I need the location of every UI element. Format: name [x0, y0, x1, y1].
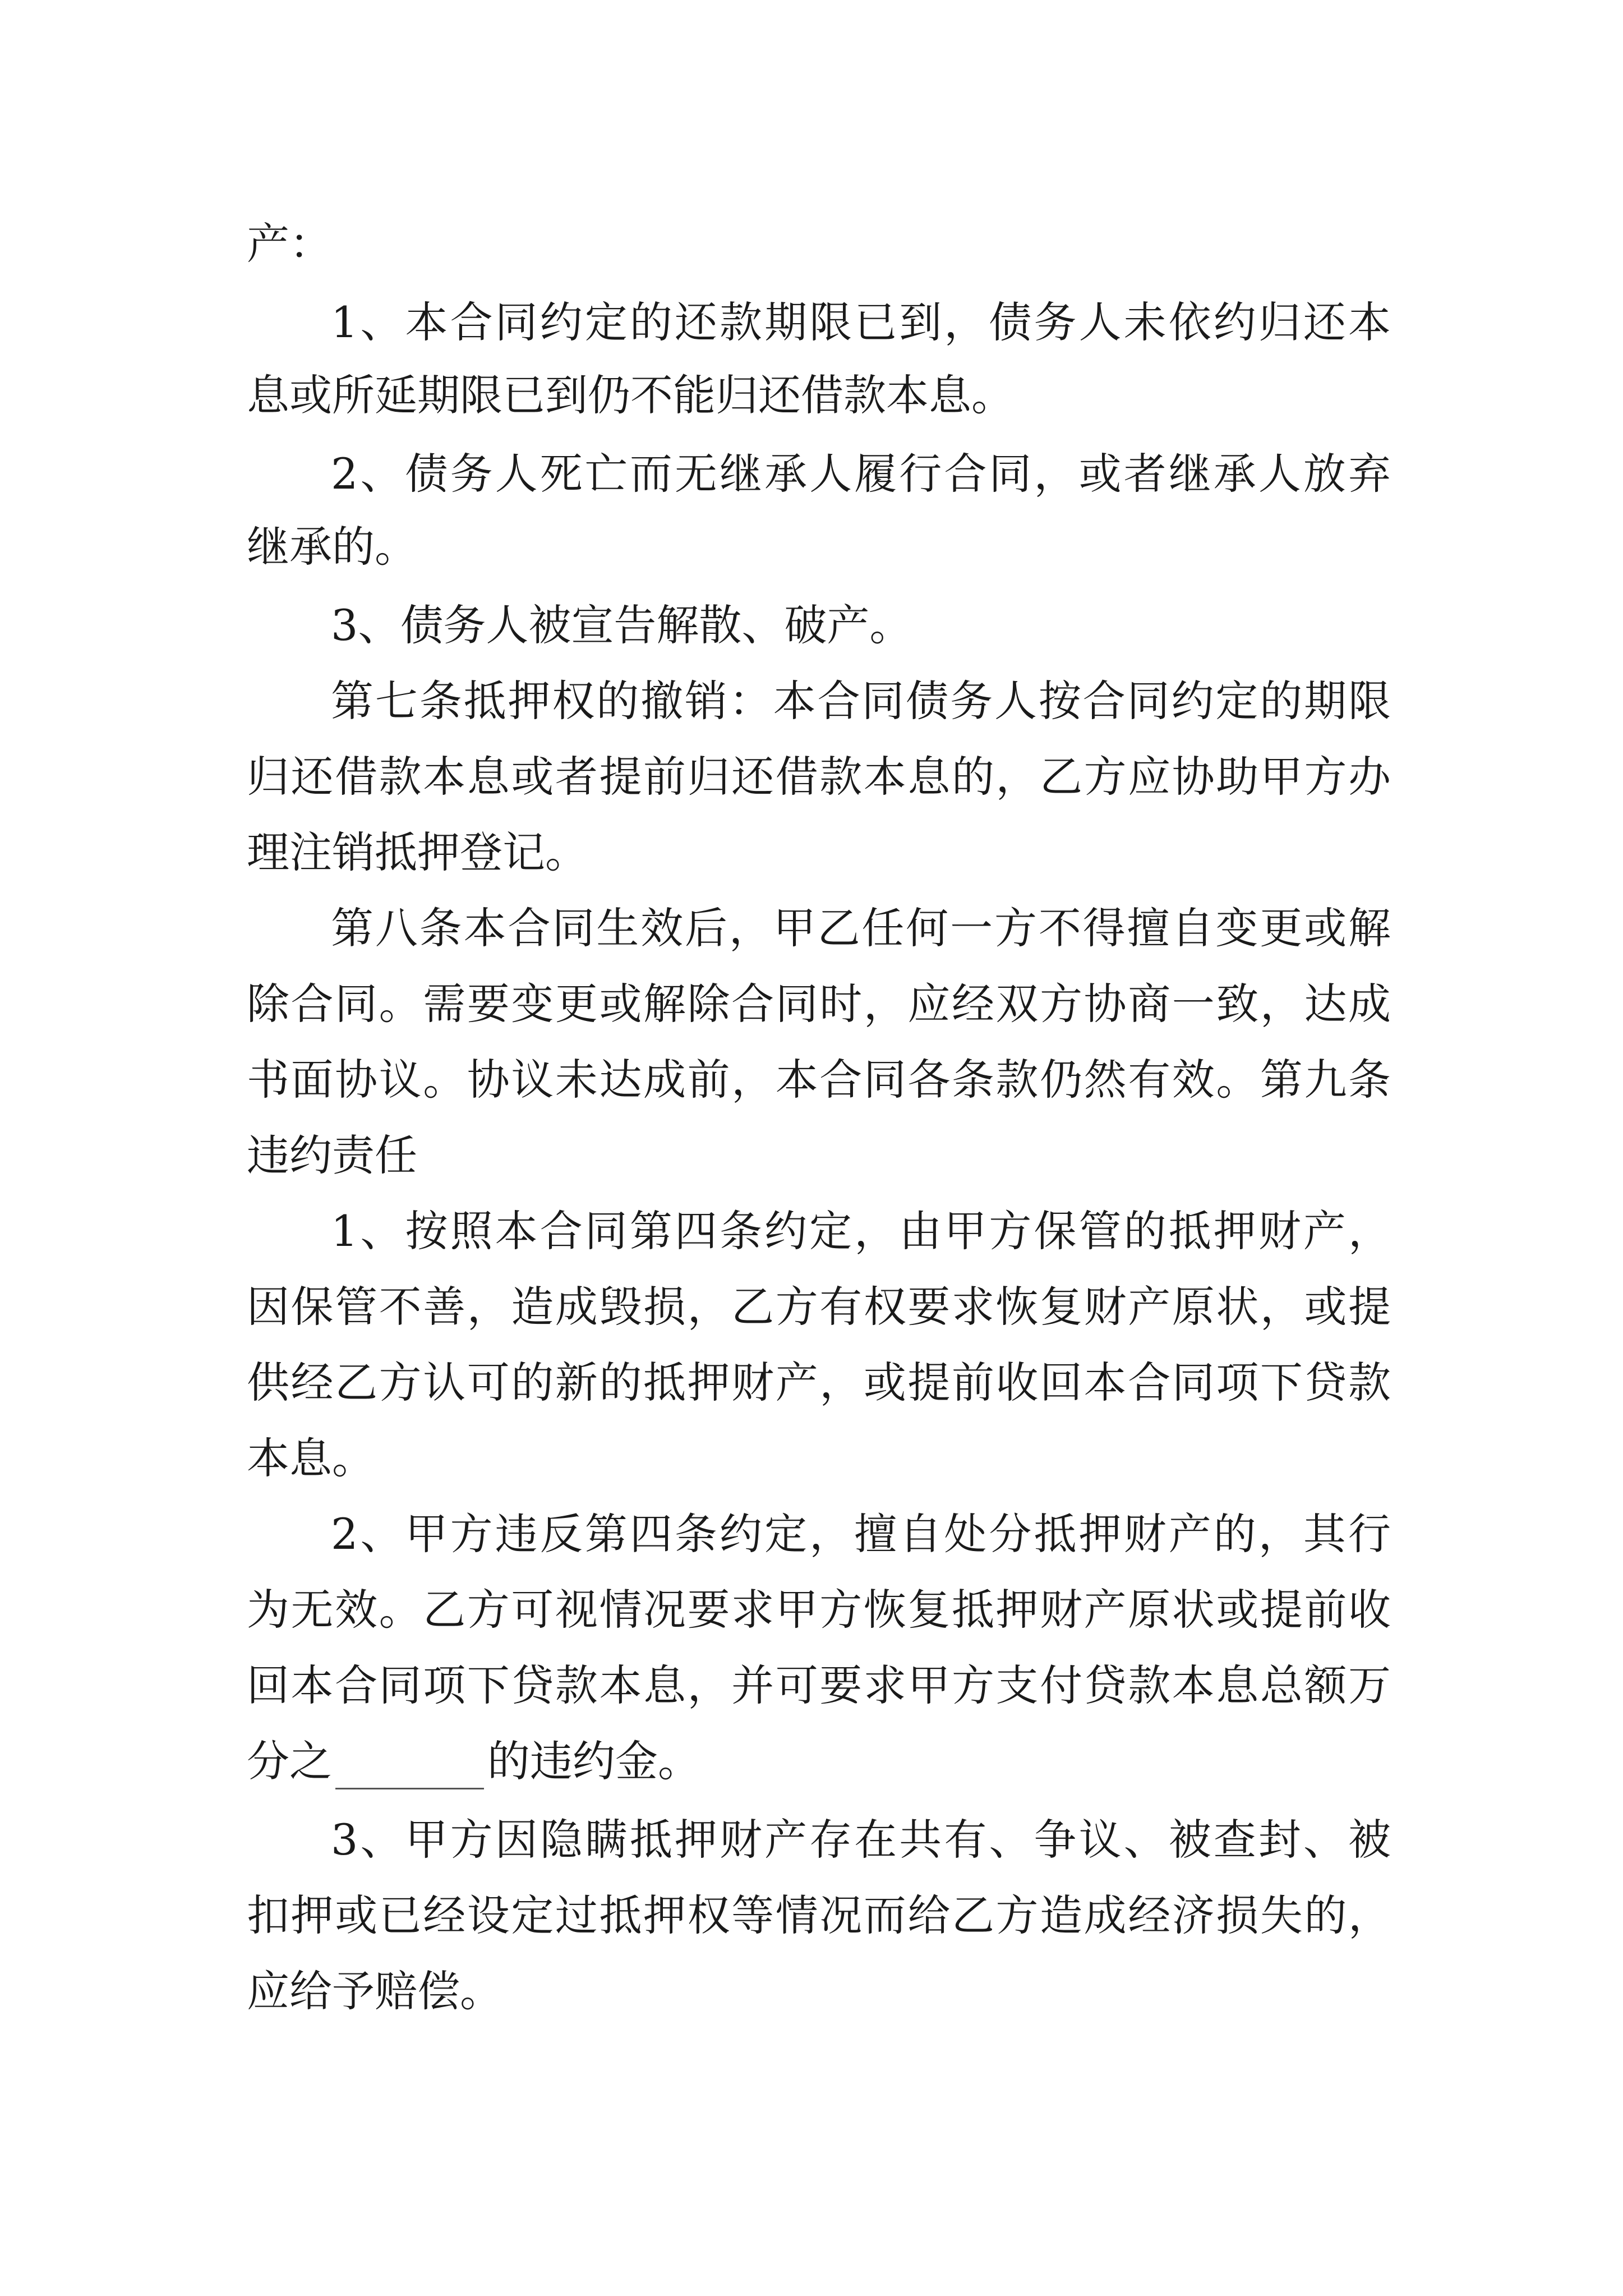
penalty-text-before: 分之	[247, 1736, 332, 1786]
text-line: 违约责任	[247, 1130, 417, 1180]
text-line: 3、债务人被宣告解散、破产。	[331, 600, 912, 650]
text-line: 本息。	[247, 1433, 375, 1483]
text-line: 理注销抵押登记。	[247, 827, 588, 877]
text-line: 2、债务人死亡而无继承人履行合同，或者继承人放弃	[331, 449, 1391, 499]
text-line: 供经乙方认可的新的抵押财产，或提前收回本合同项下贷款	[247, 1358, 1391, 1407]
text-line: 除合同。需要变更或解除合同时，应经双方协商一致，达成	[247, 979, 1391, 1029]
text-line: 回本合同项下贷款本息，并可要求甲方支付贷款本息总额万	[247, 1660, 1391, 1710]
text-line: 因保管不善，造成毁损，乙方有权要求恢复财产原状，或提	[247, 1282, 1391, 1332]
text-line: 产：	[247, 219, 332, 269]
text-line: 书面协议。协议未达成前，本合同各条款仍然有效。第九条	[247, 1055, 1391, 1105]
penalty-text-after: 的违约金。	[487, 1736, 700, 1786]
text-line: 第八条本合同生效后，甲乙任何一方不得擅自变更或解	[331, 903, 1391, 953]
text-line: 为无效。乙方可视情况要求甲方恢复抵押财产原状或提前收	[247, 1585, 1391, 1635]
text-line: 息或所延期限已到仍不能归还借款本息。	[247, 370, 1014, 420]
fill-in-blank	[335, 1749, 484, 1789]
text-line: 第七条抵押权的撤销：本合同债务人按合同约定的期限	[331, 676, 1391, 726]
text-line: 3、甲方因隐瞒抵押财产存在共有、争议、被查封、被	[331, 1815, 1391, 1865]
text-line: 继承的。	[247, 522, 417, 572]
text-line: 归还借款本息或者提前归还借款本息的，乙方应协助甲方办	[247, 752, 1391, 802]
text-line: 扣押或已经设定过抵押权等情况而给乙方造成经济损失的，	[247, 1890, 1391, 1940]
text-line: 1、本合同约定的还款期限已到，债务人未依约归还本	[331, 297, 1391, 347]
text-line: 应给予赔偿。	[247, 1966, 502, 2016]
penalty-line	[247, 1733, 1391, 1789]
text-line: 2、甲方违反第四条约定，擅自处分抵押财产的，其行	[331, 1509, 1391, 1559]
text-line: 1、按照本合同第四条约定，由甲方保管的抵押财产，	[331, 1206, 1391, 1256]
